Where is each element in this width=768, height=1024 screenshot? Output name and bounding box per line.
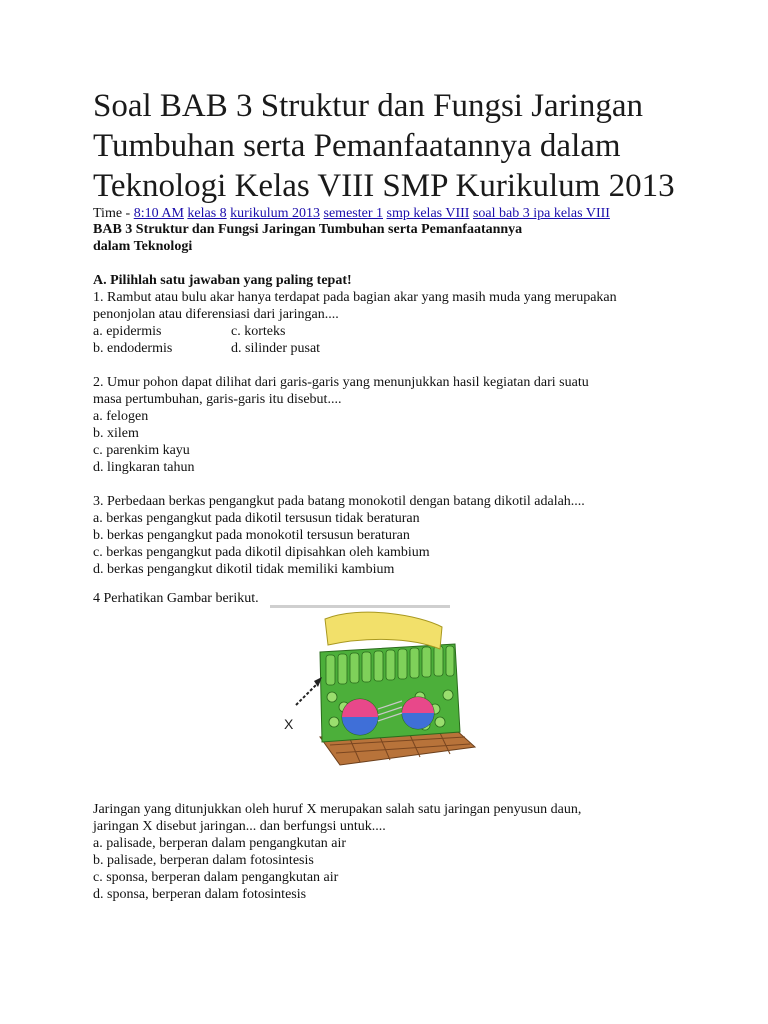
section-heading: A. Pilihlah satu jawaban yang paling tepat! xyxy=(93,273,352,288)
question-4-body xyxy=(93,801,713,903)
title-line: Tumbuhan serta Pemanfaatannya dalam xyxy=(93,128,621,164)
tag-link[interactable]: soal bab 3 ipa kelas VIII xyxy=(472,206,610,221)
question-4-text: Jaringan yang ditunjukkan oleh huruf X merupakan salah satu jaringan penyusun daun, xyxy=(93,802,582,817)
option: c. parenkim kayu xyxy=(93,443,190,458)
question-1-text: 1. Rambut atau bulu akar hanya terdapat pada bagian akar yang masih muda yang merupakan xyxy=(93,290,617,305)
tag-link[interactable]: kurikulum 2013 xyxy=(230,206,321,221)
option: d. berkas pengangkut dikotil tidak memiliki kambium xyxy=(93,562,395,577)
cuticle-layer xyxy=(325,612,442,649)
question-2-text: masa pertumbuhan, garis-garis itu disebut.... xyxy=(93,392,342,407)
option: a. berkas pengangkut pada dikotil tersusun tidak beraturan xyxy=(93,511,420,526)
option: a. epidermis xyxy=(93,324,162,339)
option: b. berkas pengangkut pada monokotil tersusun beraturan xyxy=(93,528,410,543)
question-4-heading: 4 Perhatikan Gambar berikut. xyxy=(93,591,259,606)
option-row xyxy=(93,323,713,340)
figure-caption-smudge xyxy=(270,605,450,608)
option: c. sponsa, berperan dalam pengangkutan air xyxy=(93,870,339,885)
option: d. sponsa, berperan dalam fotosintesis xyxy=(93,887,307,902)
time-prefix: Time - xyxy=(93,206,134,221)
option: a. palisade, berperan dalam pengangkutan air xyxy=(93,836,347,851)
article-body xyxy=(93,221,713,578)
subtitle-line: BAB 3 Struktur dan Fungsi Jaringan Tumbuhan serta Pemanfaatannya xyxy=(93,222,523,237)
option: b. endodermis xyxy=(93,341,173,356)
question-1-text: penonjolan atau diferensiasi dari jaringan.... xyxy=(93,307,339,322)
option: d. silinder pusat xyxy=(231,341,321,356)
option: b. xilem xyxy=(93,426,139,441)
option: c. berkas pengangkut pada dikotil dipisahkan oleh kambium xyxy=(93,545,430,560)
option: b. palisade, berperan dalam fotosintesis xyxy=(93,853,314,868)
tag-link[interactable]: smp kelas VIII xyxy=(386,206,470,221)
question-3-text: 3. Perbedaan berkas pengangkut pada batang monokotil dengan batang dikotil adalah.... xyxy=(93,494,585,509)
tag-link[interactable]: semester 1 xyxy=(323,206,383,221)
tag-link[interactable]: kelas 8 xyxy=(187,206,227,221)
post-meta xyxy=(93,205,610,222)
figure-label-x: X xyxy=(284,716,294,732)
subtitle-line: dalam Teknologi xyxy=(93,239,193,254)
vascular-bundle xyxy=(402,697,434,729)
question-4-text: jaringan X disebut jaringan... dan berfungsi untuk.... xyxy=(93,819,386,834)
title-line: Teknologi Kelas VIII SMP Kurikulum 2013 xyxy=(93,168,675,204)
leaf-cross-section-figure xyxy=(270,597,480,772)
page-title xyxy=(93,86,733,206)
option: d. lingkaran tahun xyxy=(93,460,195,475)
title-line: Soal BAB 3 Struktur dan Fungsi Jaringan xyxy=(93,88,643,124)
option: a. felogen xyxy=(93,409,149,424)
time-link[interactable]: 8:10 AM xyxy=(133,206,184,221)
question-2-text: 2. Umur pohon dapat dilihat dari garis-garis yang menunjukkan hasil kegiatan dari suatu xyxy=(93,375,589,390)
option-row xyxy=(93,340,713,357)
option: c. korteks xyxy=(231,324,286,339)
vascular-bundle xyxy=(342,699,378,735)
